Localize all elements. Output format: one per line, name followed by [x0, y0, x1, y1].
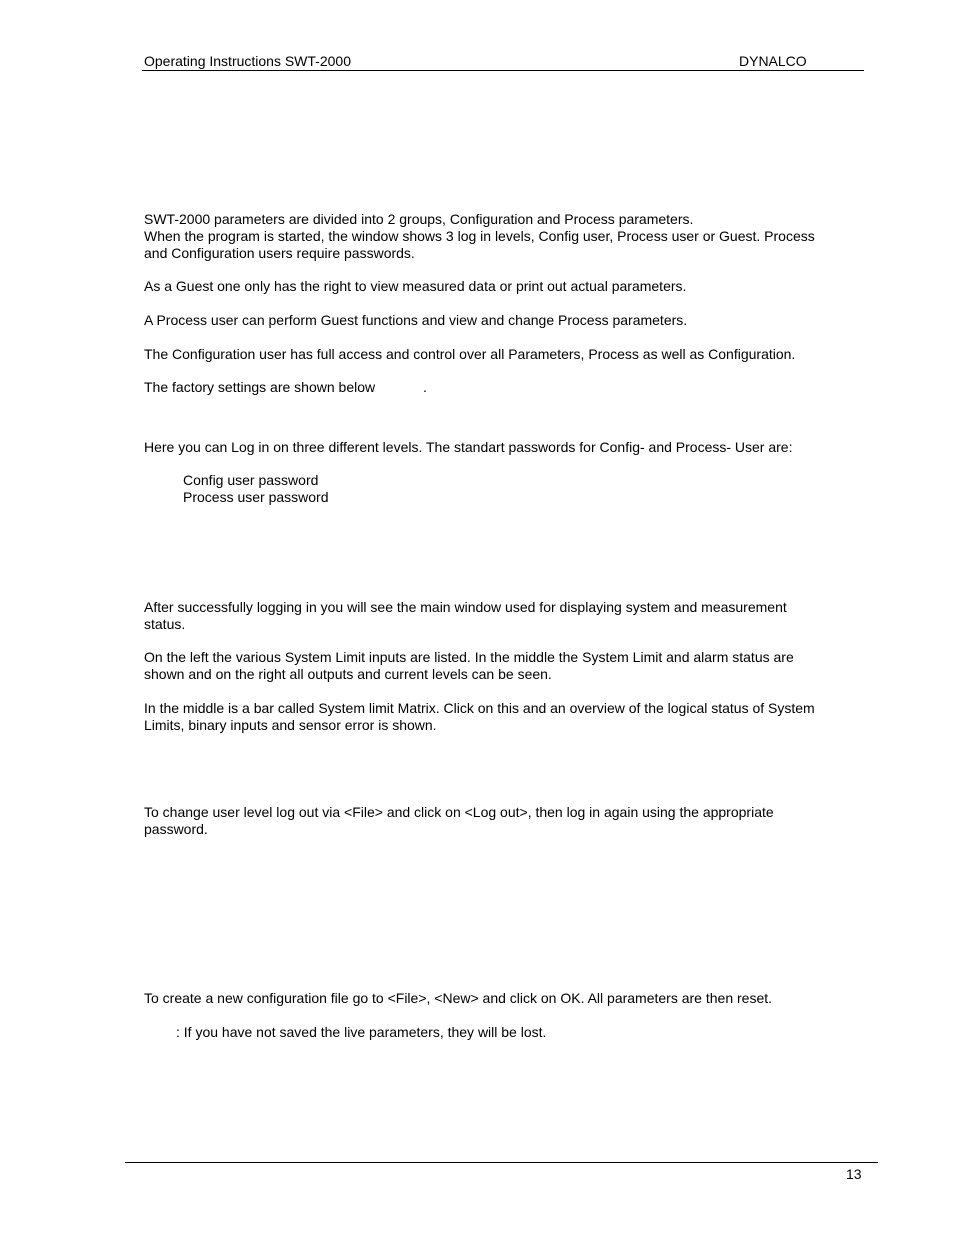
paragraph-main-window-line2: status. [144, 616, 186, 632]
paragraph-factory-settings: The factory settings are shown below [144, 379, 376, 395]
paragraph-matrix-line1: In the middle is a bar called System limit Matrix. Click on this and an overview of the logical status of System [144, 700, 815, 716]
paragraph-factory-settings-period: . [423, 379, 427, 395]
paragraph-config-user: The Configuration user has full access and control over all Parameters, Process as well as Configuration. [144, 346, 796, 362]
paragraph-main-window-line1: After successfully logging in you will see the main window used for displaying system and measurement [144, 599, 787, 615]
paragraph-logout-line2: password. [144, 821, 208, 837]
paragraph-new-config: To create a new configuration file go to <File>, <New> and click on OK. All parameters are then reset. [144, 990, 773, 1006]
page-number: 13 [846, 1166, 862, 1182]
paragraph-login-levels-line2: and Configuration users require passwords. [144, 245, 415, 261]
paragraph-process-user: A Process user can perform Guest functions and view and change Process parameters. [144, 312, 688, 328]
paragraph-layout-line2: shown and on the right all outputs and current levels can be seen. [144, 666, 552, 682]
paragraph-guest: As a Guest one only has the right to view measured data or print out actual parameters. [144, 278, 687, 294]
paragraph-layout-line1: On the left the various System Limit inputs are listed. In the middle the System Limit and alarm status are [144, 649, 794, 665]
process-password-label: Process user password [183, 489, 329, 505]
paragraph-login-levels-line1: When the program is started, the window shows 3 log in levels, Config user, Process user or Guest. Process [144, 228, 815, 244]
footer-rule [125, 1162, 878, 1163]
header-rule [142, 70, 864, 71]
header-brand: DYNALCO [739, 53, 807, 69]
paragraph-passwords-intro: Here you can Log in on three different levels. The standart passwords for Config- and Process- User are: [144, 439, 793, 455]
header-title: Operating Instructions SWT-2000 [144, 53, 351, 69]
paragraph-matrix-line2: Limits, binary inputs and sensor error is shown. [144, 717, 437, 733]
paragraph-groups: SWT-2000 parameters are divided into 2 groups, Configuration and Process parameters. [144, 211, 694, 227]
config-password-label: Config user password [183, 472, 319, 488]
paragraph-note: : If you have not saved the live parameters, they will be lost. [176, 1024, 547, 1040]
paragraph-logout-line1: To change user level log out via <File> and click on <Log out>, then log in again using the appropriate [144, 804, 774, 820]
